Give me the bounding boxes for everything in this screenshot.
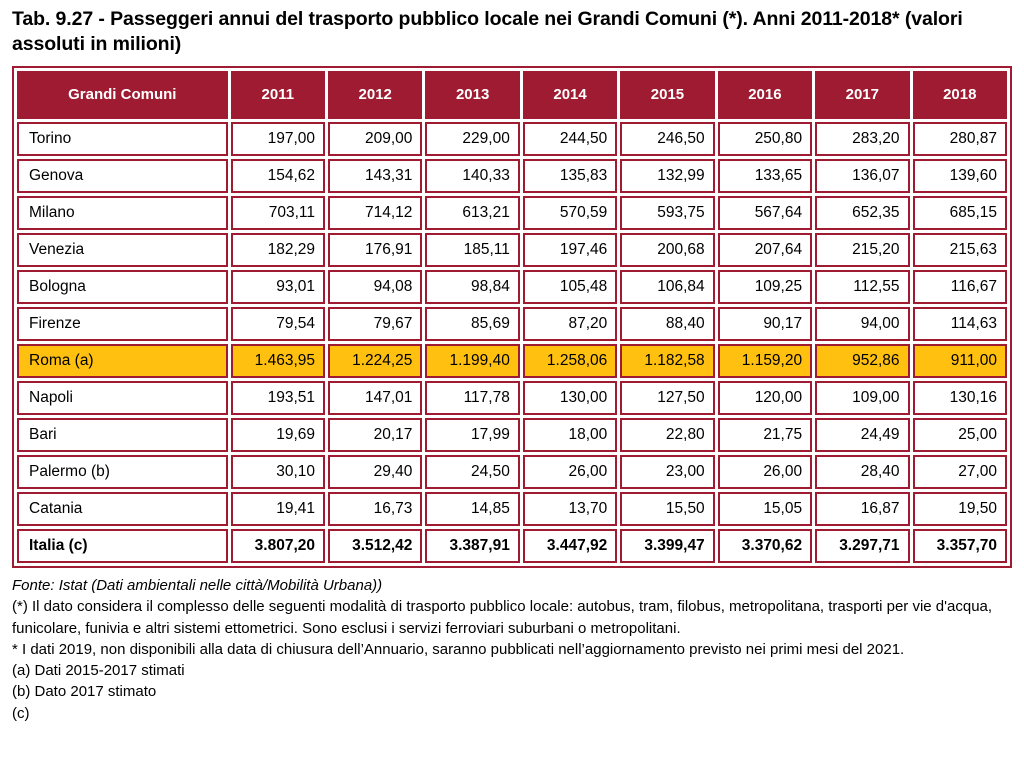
table-cell: 652,35 xyxy=(815,196,909,230)
table-cell: 13,70 xyxy=(523,492,617,526)
table-cell: 79,67 xyxy=(328,307,422,341)
table-cell: 140,33 xyxy=(425,159,519,193)
table-cell: 567,64 xyxy=(718,196,812,230)
table-row xyxy=(17,492,1007,526)
table-cell: 215,20 xyxy=(815,233,909,267)
table-cell: 114,63 xyxy=(913,307,1007,341)
table-row xyxy=(17,233,1007,267)
table-cell: 26,00 xyxy=(718,455,812,489)
table-cell: 87,20 xyxy=(523,307,617,341)
table-cell: 280,87 xyxy=(913,122,1007,156)
row-label: Genova xyxy=(17,159,228,193)
table-cell: 147,01 xyxy=(328,381,422,415)
table-cell: 85,69 xyxy=(425,307,519,341)
row-label: Italia (c) xyxy=(17,529,228,563)
table-row xyxy=(17,529,1007,563)
table-row xyxy=(17,270,1007,304)
table-cell: 200,68 xyxy=(620,233,714,267)
table-cell: 19,50 xyxy=(913,492,1007,526)
table-cell: 18,00 xyxy=(523,418,617,452)
row-label: Bologna xyxy=(17,270,228,304)
table-cell: 120,00 xyxy=(718,381,812,415)
table-cell: 117,78 xyxy=(425,381,519,415)
table-cell: 27,00 xyxy=(913,455,1007,489)
table-cell: 1.182,58 xyxy=(620,344,714,378)
table-cell: 24,50 xyxy=(425,455,519,489)
table-cell: 703,11 xyxy=(231,196,325,230)
table-cell: 15,50 xyxy=(620,492,714,526)
table-cell: 26,00 xyxy=(523,455,617,489)
table-cell: 197,00 xyxy=(231,122,325,156)
table-cell: 136,07 xyxy=(815,159,909,193)
table-cell: 79,54 xyxy=(231,307,325,341)
table-cell: 244,50 xyxy=(523,122,617,156)
table-cell: 1.463,95 xyxy=(231,344,325,378)
column-header-year: 2017 xyxy=(815,71,909,119)
table-cell: 3.370,62 xyxy=(718,529,812,563)
table-cell: 29,40 xyxy=(328,455,422,489)
table-cell: 3.297,71 xyxy=(815,529,909,563)
table-cell: 16,73 xyxy=(328,492,422,526)
table-cell: 16,87 xyxy=(815,492,909,526)
table-cell: 28,40 xyxy=(815,455,909,489)
row-label: Napoli xyxy=(17,381,228,415)
table-cell: 714,12 xyxy=(328,196,422,230)
table-cell: 24,49 xyxy=(815,418,909,452)
table-header-row xyxy=(17,71,1007,119)
footnote-star: * I dati 2019, non disponibili alla data di chiusura dell’Annuario, saranno pubblicati nell’aggiornamento previsto nei primi mesi del 2021. xyxy=(12,640,905,658)
table-row xyxy=(17,159,1007,193)
table-cell: 3.387,91 xyxy=(425,529,519,563)
table-cell: 109,25 xyxy=(718,270,812,304)
table-cell: 209,00 xyxy=(328,122,422,156)
table-cell: 94,08 xyxy=(328,270,422,304)
table-cell: 952,86 xyxy=(815,344,909,378)
table-cell: 127,50 xyxy=(620,381,714,415)
table-cell: 21,75 xyxy=(718,418,812,452)
footnote-star-paren: (*) Il dato considera il complesso delle seguenti modalità di trasporto pubblico locale: autobus, tram, filobus, metropolitana, trasporti per vie d'acqua, funicolare, funivia e altri sistemi ettometrici. Sono esclusi i servizi ferroviari suburbani o metropolitani. xyxy=(12,598,993,637)
table-cell: 106,84 xyxy=(620,270,714,304)
table-cell: 93,01 xyxy=(231,270,325,304)
footnotes xyxy=(12,575,1012,722)
table-cell: 613,21 xyxy=(425,196,519,230)
table-cell: 90,17 xyxy=(718,307,812,341)
footnote-c-partial: (c) xyxy=(12,704,30,722)
table-cell: 116,67 xyxy=(913,270,1007,304)
column-header-grandi-comuni: Grandi Comuni xyxy=(17,71,228,119)
row-label: Firenze xyxy=(17,307,228,341)
table-cell: 17,99 xyxy=(425,418,519,452)
footnote-b: (b) Dato 2017 stimato xyxy=(12,683,157,701)
table-cell: 176,91 xyxy=(328,233,422,267)
table-cell: 112,55 xyxy=(815,270,909,304)
passengers-table xyxy=(14,68,1010,566)
table-row xyxy=(17,307,1007,341)
column-header-year: 2012 xyxy=(328,71,422,119)
footnote-a: (a) Dati 2015-2017 stimati xyxy=(12,662,185,680)
table-cell: 3.399,47 xyxy=(620,529,714,563)
table-cell: 182,29 xyxy=(231,233,325,267)
table-cell: 20,17 xyxy=(328,418,422,452)
table-cell: 130,00 xyxy=(523,381,617,415)
table-cell: 570,59 xyxy=(523,196,617,230)
row-label: Palermo (b) xyxy=(17,455,228,489)
table-cell: 250,80 xyxy=(718,122,812,156)
table-row xyxy=(17,418,1007,452)
table-cell: 229,00 xyxy=(425,122,519,156)
table-cell: 22,80 xyxy=(620,418,714,452)
table-cell: 88,40 xyxy=(620,307,714,341)
column-header-year: 2016 xyxy=(718,71,812,119)
table-row xyxy=(17,455,1007,489)
table-cell: 14,85 xyxy=(425,492,519,526)
table-cell: 1.224,25 xyxy=(328,344,422,378)
column-header-year: 2013 xyxy=(425,71,519,119)
table-cell: 94,00 xyxy=(815,307,909,341)
table-cell: 25,00 xyxy=(913,418,1007,452)
row-label: Roma (a) xyxy=(17,344,228,378)
table-cell: 143,31 xyxy=(328,159,422,193)
table-cell: 105,48 xyxy=(523,270,617,304)
table-cell: 193,51 xyxy=(231,381,325,415)
row-label: Milano xyxy=(17,196,228,230)
table-cell: 593,75 xyxy=(620,196,714,230)
table-cell: 685,15 xyxy=(913,196,1007,230)
table-cell: 130,16 xyxy=(913,381,1007,415)
row-label: Catania xyxy=(17,492,228,526)
table-cell: 185,11 xyxy=(425,233,519,267)
table-cell: 3.807,20 xyxy=(231,529,325,563)
table-cell: 1.159,20 xyxy=(718,344,812,378)
table-cell: 1.258,06 xyxy=(523,344,617,378)
column-header-year: 2015 xyxy=(620,71,714,119)
table-cell: 139,60 xyxy=(913,159,1007,193)
footnote-source: Fonte: Istat (Dati ambientali nelle città/Mobilità Urbana)) xyxy=(12,576,383,594)
column-header-year: 2011 xyxy=(231,71,325,119)
table-cell: 154,62 xyxy=(231,159,325,193)
table-cell: 19,69 xyxy=(231,418,325,452)
row-label: Venezia xyxy=(17,233,228,267)
table-row xyxy=(17,196,1007,230)
table-cell: 3.357,70 xyxy=(913,529,1007,563)
table-cell: 30,10 xyxy=(231,455,325,489)
table-title: Tab. 9.27 - Passeggeri annui del trasporto pubblico locale nei Grandi Comuni (*). Anni 2011-2018* (valori assoluti in milioni) xyxy=(12,8,963,55)
column-header-year: 2018 xyxy=(913,71,1007,119)
table-row xyxy=(17,122,1007,156)
table-cell: 215,63 xyxy=(913,233,1007,267)
table-cell: 1.199,40 xyxy=(425,344,519,378)
table-cell: 98,84 xyxy=(425,270,519,304)
table-cell: 246,50 xyxy=(620,122,714,156)
table-cell: 135,83 xyxy=(523,159,617,193)
table-cell: 3.512,42 xyxy=(328,529,422,563)
data-table-frame xyxy=(12,66,1012,568)
table-cell: 19,41 xyxy=(231,492,325,526)
table-cell: 133,65 xyxy=(718,159,812,193)
table-row xyxy=(17,381,1007,415)
table-cell: 911,00 xyxy=(913,344,1007,378)
row-label: Torino xyxy=(17,122,228,156)
table-row xyxy=(17,344,1007,378)
table-cell: 23,00 xyxy=(620,455,714,489)
table-cell: 3.447,92 xyxy=(523,529,617,563)
table-cell: 207,64 xyxy=(718,233,812,267)
table-cell: 197,46 xyxy=(523,233,617,267)
column-header-year: 2014 xyxy=(523,71,617,119)
table-cell: 15,05 xyxy=(718,492,812,526)
table-cell: 109,00 xyxy=(815,381,909,415)
table-cell: 132,99 xyxy=(620,159,714,193)
row-label: Bari xyxy=(17,418,228,452)
table-cell: 283,20 xyxy=(815,122,909,156)
